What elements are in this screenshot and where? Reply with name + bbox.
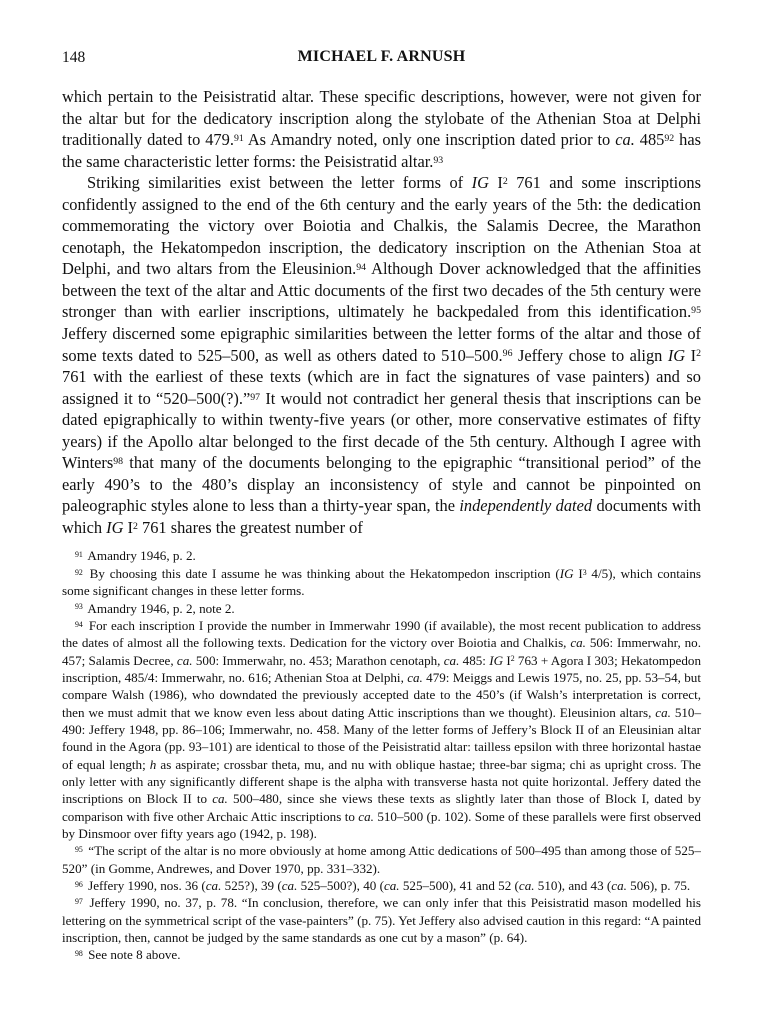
text-run: 506: Immerwahr, no. 457; Salamis Decree, [62, 635, 702, 668]
footnote-93 [62, 600, 701, 617]
text-run: 485 [634, 130, 665, 150]
footnote-number: 93 [75, 602, 83, 612]
text-run: ca. [655, 704, 671, 720]
text-run: 485: [459, 652, 490, 668]
footnote-reference: 2 [133, 520, 138, 532]
page-number: 148 [62, 49, 86, 66]
footnote-97 [62, 894, 701, 946]
text-run: Jeffery chose to align [512, 345, 668, 365]
text-run: I [503, 652, 511, 668]
text-run: ca. [358, 808, 374, 824]
text-run: As Amandry noted, only one inscription dated prior to [243, 130, 616, 150]
text-run: I [488, 173, 503, 193]
body-paragraph [62, 172, 701, 538]
text-run: Jeffery 1990, no. 37, p. 78. “In conclusion, therefore, we can only infer that this Peisistratid mason modelled his lettering on the symmetrical script of the vase-painters” (p. 75). Yet Jeffery also advised caution in this regard: “A painted inscription, then, cannot be judged by the same standards as one cut by a mason” (p. 64). [62, 895, 701, 946]
text-run: Amandry 1946, p. 2, note 2. [87, 600, 235, 616]
text-run: 510–490: Jeffery 1948, pp. 86–106; Immerwahr, no. 458. Many of the letter forms of Jeffery’s Block II of an Eleusinian altar found in the Agora (pp. 93–101) are identical to those of the Peisistratid altar: tailless epsilon with three horizontal hastae of equal length; [62, 704, 702, 772]
footnote-number: 98 [75, 949, 83, 959]
footnote-number: 97 [75, 897, 83, 907]
text-run: “The script of the altar is no more obviously at home among Attic dedications of 500–495 than among those of 525–520” (in Gomme, Andrewes, and Dover 1970, pp. 331–332). [62, 843, 701, 876]
footnote-98 [62, 946, 701, 963]
text-run: 4/5), which contains some significant changes in these letter forms. [62, 565, 701, 599]
footnote-reference: 95 [691, 305, 701, 317]
footnote-91 [62, 547, 701, 564]
footnote-reference: 92 [664, 132, 675, 144]
text-run: 525?), 39 ( [221, 878, 282, 894]
text-run: I [573, 565, 583, 581]
text-run: which pertain to the Peisistratid altar. These specific descriptions, however, were not given for the altar but for the dedicatory inscription along the stylobate of the Athenian Stoa at Delphi traditionally dated to 479. [62, 87, 701, 150]
footnote-reference: 2 [696, 348, 701, 360]
text-run: IG [667, 345, 686, 365]
text-run: Striking similarities exist between the letter forms of [87, 173, 472, 193]
footnotes [62, 547, 701, 963]
text-run: 510), and 43 ( [534, 878, 612, 894]
footnote-94 [62, 617, 701, 842]
footnote-number: 91 [75, 550, 83, 560]
text-run: Jeffery discerned some epigraphic similarities between the letter forms of the altar and those of some texts dated to 525–500, as well as others dated to 510–500. [62, 324, 701, 365]
footnote-96 [62, 877, 701, 894]
text-run: 761 and some inscriptions confidently assigned to the end of the 6th century and the early years of the 5th: the dedication commemorating the victory over Boiotia and Chalkis, the Salamis Decree, the Marathon cenotaph, the Hekatompedon inscription, the dedicatory inscription on the Athenian Stoa at Delphi, and two altars from the Eleusinion. [62, 173, 701, 279]
text-run: h [149, 756, 157, 772]
text-run: It would not contradict her general thesis that inscriptions can be dated epigraphically to within twenty-five years (or other, more conservative estimates of fifty years) if the Apollo altar belonged to the first decade of the 5th century. Although I agree with Winters [62, 388, 701, 473]
text-run: 761 shares the greatest number of [137, 517, 363, 537]
footnote-number: 96 [75, 879, 83, 889]
text-run: 763 + Agora I 303; Hekatompedon inscription, 485/4: Immerwahr, no. 616; Athenian Stoa at Delphi, [62, 652, 701, 685]
text-run: as aspirate; crossbar theta, mu, and nu with oblique hastae; three-bar sigma; chi as upright cross. The only letter with any significantly different shape is the alpha with transverse hasta not quite horizontal. Jeffery dated the inscriptions on Block II to [62, 756, 701, 807]
footnote-reference: 96 [502, 348, 513, 360]
text-run: I [685, 345, 697, 365]
text-run: 479: Meiggs and Lewis 1975, no. 25, pp. 53–54, but compare Walsh (1986), who downdated the previously accepted date to the 450’s (if Walsh’s interpretation is correct, then we must admit that we know even less about dating Attic inscriptions than we thought). Eleusinion altars, [62, 669, 701, 720]
text-run: independently dated [459, 496, 593, 516]
text-run: 761 with the earliest of these texts (which are in fact the signatures of vase painters) and so assigned it to “520–500(?).” [62, 367, 701, 408]
text-run: By choosing this date I assume he was thinking about the Hekatompedon inscription ( [89, 565, 560, 581]
footnote-reference: 93 [433, 154, 444, 166]
text-run: 525–500?), 40 ( [297, 878, 384, 894]
footnote-reference: 2 [510, 654, 515, 664]
text-run: documents with which [62, 496, 701, 537]
text-run: that many of the documents belonging to the epigraphic “transitional period” of the early 490’s to the 480’s display an inconsistency of style and cannot be pinpointed on paleographic styles alone to less than a thirty-year span, the [62, 453, 701, 516]
text-run: IG [559, 565, 574, 581]
footnote-reference: 3 [582, 567, 587, 577]
text-run: ca. [615, 130, 635, 150]
text-run: ca. [383, 878, 400, 894]
footnote-reference: 94 [356, 262, 367, 274]
text-run: ca. [443, 652, 460, 668]
text-run: ca. [212, 791, 228, 807]
footnote-reference: 91 [233, 132, 244, 144]
body-text [62, 86, 701, 538]
footnote-95 [62, 842, 701, 877]
text-run: Amandry 1946, p. 2. [87, 548, 196, 564]
text-run: For each inscription I provide the number in Immerwahr 1990 (if available), the most recent publication to address the dates of almost all the following texts. Dedication for the victory over Boiotia and Chalkis, [62, 617, 701, 651]
text-run: IG [471, 173, 489, 193]
footnote-reference: 97 [250, 391, 261, 403]
text-run: 500–480, since she views these texts as slightly later than those of Block I, dated by comparison with five other Archaic Attic inscriptions to [62, 791, 701, 824]
text-run: ca. [281, 878, 298, 894]
text-run: 506), p. 75. [626, 878, 691, 894]
running-head: MICHAEL F. ARNUSH [297, 48, 466, 65]
page-header [62, 48, 701, 66]
footnote-reference: 98 [113, 456, 124, 468]
text-run: 510–500 (p. 102). Some of these parallels were first observed by Dinsmoor over fifty years ago (1942, p. 198). [62, 808, 701, 841]
text-run: IG [489, 652, 504, 668]
text-run: IG [106, 517, 124, 537]
footnote-92 [62, 565, 701, 600]
text-run: ca. [407, 669, 423, 685]
text-run: I [123, 517, 134, 537]
text-run: Jeffery 1990, nos. 36 ( [88, 878, 206, 894]
text-run: Although Dover acknowledged that the affinities between the text of the altar and Attic documents of the first two decades of the 5th century were stronger than with earlier inscriptions, ultimately he backpedaled from this identification. [62, 259, 701, 322]
text-run: ca. [611, 878, 627, 894]
text-run: ca. [176, 652, 193, 668]
body-paragraph [62, 86, 701, 172]
text-run: ca. [205, 878, 222, 894]
text-run: 500: Immerwahr, no. 453; Marathon cenotaph, [192, 652, 444, 668]
footnote-number: 94 [75, 619, 83, 629]
footnote-reference: 2 [502, 176, 508, 188]
text-run: ca. [518, 878, 535, 894]
footnote-number: 92 [75, 567, 83, 577]
text-run: 525–500), 41 and 52 ( [399, 878, 519, 894]
text-run: has the same characteristic letter forms: the Peisistratid altar. [62, 130, 702, 171]
text-run: ca. [570, 635, 586, 651]
footnote-number: 95 [75, 845, 83, 855]
text-run: See note 8 above. [88, 947, 181, 963]
